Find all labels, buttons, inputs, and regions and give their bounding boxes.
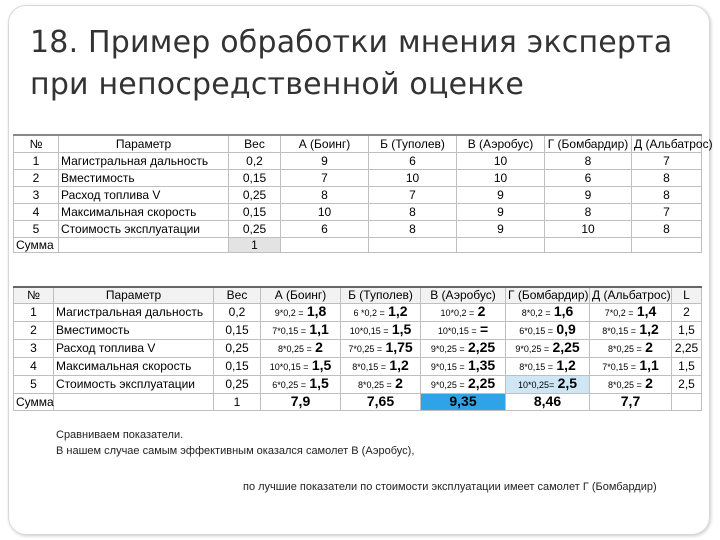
scores-sum-row xyxy=(14,238,702,253)
sum-boeing xyxy=(261,394,341,411)
calc-airbus xyxy=(421,304,506,322)
row-weight: 0,2 xyxy=(214,304,261,322)
scores-row xyxy=(14,187,702,204)
score-boeing: 6 xyxy=(281,221,369,238)
score-tupolev: 7 xyxy=(369,187,457,204)
calc-expression: 8*0,15 = xyxy=(519,362,553,372)
score-airbus: 10 xyxy=(457,153,545,170)
weighted-row xyxy=(14,376,702,394)
calc-boeing xyxy=(261,322,341,340)
calc-expression: 8*0,15 = xyxy=(602,326,636,336)
sum-label: Сумма xyxy=(14,394,54,411)
calc-tupolev xyxy=(341,340,421,358)
sum-blank xyxy=(632,238,702,253)
sum-value: 9,35 xyxy=(449,393,477,409)
calc-result: 0,9 xyxy=(556,321,576,337)
sum-airbus xyxy=(421,394,506,411)
calc-result: 2 xyxy=(395,375,403,391)
row-l: 2,5 xyxy=(672,376,702,394)
calc-tupolev xyxy=(341,322,421,340)
calc-result: 2,25 xyxy=(467,375,496,391)
header-albatros: Д (Альбатрос) xyxy=(590,287,672,304)
calc-expression: 8*0,25 = xyxy=(608,344,642,354)
calc-expression: 10*0,25= xyxy=(517,380,555,390)
title-line-2: при непосредственной оценке xyxy=(30,67,525,102)
calc-expression: 7*0,15 = xyxy=(272,326,306,336)
calc-result: 1,6 xyxy=(553,303,574,319)
weighted-row xyxy=(14,358,702,376)
header-tupolev: Б (Туполев) xyxy=(369,135,457,153)
sum-weight: 1 xyxy=(214,394,261,411)
score-airbus: 9 xyxy=(457,221,545,238)
scores-row xyxy=(14,170,702,187)
calc-airbus xyxy=(421,322,506,340)
calc-result: 2,5 xyxy=(557,375,578,391)
row-weight: 0,25 xyxy=(214,376,261,394)
score-albatros: 7 xyxy=(632,153,702,170)
calc-result: 2 xyxy=(477,303,486,319)
calc-airbus xyxy=(421,340,506,358)
score-tupolev: 8 xyxy=(369,204,457,221)
row-weight: 0,15 xyxy=(229,170,281,187)
row-weight: 0,15 xyxy=(214,322,261,340)
sum-bombardier xyxy=(506,394,590,411)
row-weight: 0,15 xyxy=(214,358,261,376)
calc-result: 2 xyxy=(315,339,323,355)
calc-result: 2,25 xyxy=(552,339,580,355)
calc-result: 1,5 xyxy=(309,375,329,391)
row-weight: 0,25 xyxy=(214,340,261,358)
row-parameter: Расход топлива V xyxy=(54,340,214,358)
calc-expression: 8*0,15 = xyxy=(352,362,386,372)
calc-expression: 8*0,25 = xyxy=(278,344,312,354)
weighted-row xyxy=(14,304,702,322)
sum-value: 8,46 xyxy=(533,393,562,409)
sum-blank xyxy=(54,394,214,411)
header-boeing: А (Боинг) xyxy=(261,287,341,304)
calc-expression: 6 *0,2 = xyxy=(353,308,385,318)
score-airbus: 9 xyxy=(457,204,545,221)
calc-expression: 9*0,15 = xyxy=(430,362,465,372)
calc-bombardier xyxy=(506,358,590,376)
calc-result: 1,2 xyxy=(639,321,659,337)
row-parameter: Стоимость эксплуатации xyxy=(59,221,229,238)
calc-result: 2 xyxy=(645,339,653,355)
weighted-header-row xyxy=(14,287,702,304)
calc-albatros xyxy=(590,304,672,322)
note-best: В нашем случае самым эффективным оказался самолет В (Аэробус), xyxy=(56,445,415,457)
row-weight: 0,2 xyxy=(229,153,281,170)
row-parameter: Вместимость xyxy=(54,322,214,340)
calc-expression: 6*0,15 = xyxy=(519,326,553,336)
calc-result: 1,1 xyxy=(309,321,329,337)
header-weight: Вес xyxy=(229,135,281,153)
row-parameter: Максимальная скорость xyxy=(54,358,214,376)
calc-tupolev xyxy=(341,304,421,322)
note-compare: Сравниваем показатели. xyxy=(56,429,184,441)
row-parameter: Стоимость эксплуатации xyxy=(54,376,214,394)
sum-blank xyxy=(672,394,702,411)
row-number: 2 xyxy=(14,322,54,340)
row-parameter: Вместимость xyxy=(59,170,229,187)
header-boeing: А (Боинг) xyxy=(281,135,369,153)
row-weight: 0,25 xyxy=(229,221,281,238)
score-airbus: 10 xyxy=(457,170,545,187)
sum-blank xyxy=(369,238,457,253)
row-l: 1,5 xyxy=(672,322,702,340)
calc-expression: 7*0,15 = xyxy=(602,362,636,372)
header-tupolev: Б (Туполев) xyxy=(341,287,421,304)
calc-result: = xyxy=(479,321,489,337)
row-parameter: Максимальная скорость xyxy=(59,204,229,221)
row-weight: 0,15 xyxy=(229,204,281,221)
score-bombardier: 8 xyxy=(545,153,632,170)
calc-expression: 7*0,2 = xyxy=(604,308,634,318)
score-albatros: 8 xyxy=(632,170,702,187)
calc-tupolev xyxy=(341,376,421,394)
calc-boeing xyxy=(261,304,341,322)
sum-tupolev xyxy=(341,394,421,411)
calc-expression: 9*0,25 = xyxy=(430,380,465,390)
header-bombardier: Г (Бомбардир) xyxy=(506,287,590,304)
header-parameter: Параметр xyxy=(59,135,229,153)
row-number: 2 xyxy=(14,170,59,187)
row-number: 5 xyxy=(14,376,54,394)
sum-blank xyxy=(545,238,632,253)
calc-result: 2,25 xyxy=(467,339,496,355)
header-airbus: В (Аэробус) xyxy=(457,135,545,153)
sum-value: 7,7 xyxy=(620,393,641,409)
scores-row xyxy=(14,153,702,170)
row-number: 3 xyxy=(14,187,59,204)
row-l: 2,25 xyxy=(672,340,702,358)
calc-result: 1,4 xyxy=(636,303,657,319)
calc-expression: 10*0,15 = xyxy=(269,362,309,372)
scores-row xyxy=(14,221,702,238)
weighted-sum-row xyxy=(14,394,702,411)
calc-expression: 6*0,25 = xyxy=(272,380,306,390)
sum-albatros xyxy=(590,394,672,411)
score-bombardier: 8 xyxy=(545,204,632,221)
score-albatros: 8 xyxy=(632,221,702,238)
row-parameter: Магистральная дальность xyxy=(54,304,214,322)
row-l: 2 xyxy=(672,304,702,322)
calc-result: 1,2 xyxy=(388,303,408,319)
row-number: 3 xyxy=(14,340,54,358)
score-bombardier: 10 xyxy=(545,221,632,238)
calc-expression: 8*0,25 = xyxy=(358,380,392,390)
calc-result: 1,5 xyxy=(391,321,412,337)
calc-result: 1,2 xyxy=(389,357,409,373)
calc-result: 1,2 xyxy=(556,357,576,373)
slide-title xyxy=(30,22,690,106)
calc-result: 1,75 xyxy=(385,339,413,355)
score-tupolev: 10 xyxy=(369,170,457,187)
score-boeing: 10 xyxy=(281,204,369,221)
calc-result: 1,1 xyxy=(639,357,659,373)
calc-tupolev xyxy=(341,358,421,376)
header-l: L xyxy=(672,287,702,304)
calc-result: 1,5 xyxy=(311,357,332,373)
calc-expression: 8*0,2 = xyxy=(521,308,551,318)
calc-albatros xyxy=(590,340,672,358)
score-boeing: 8 xyxy=(281,187,369,204)
score-bombardier: 6 xyxy=(545,170,632,187)
score-tupolev: 8 xyxy=(369,221,457,238)
calc-expression: 10*0,15 = xyxy=(349,326,389,336)
scores-row xyxy=(14,204,702,221)
sum-value: 7,9 xyxy=(290,393,311,409)
calc-albatros xyxy=(590,376,672,394)
row-parameter: Расход топлива V xyxy=(59,187,229,204)
sum-blank xyxy=(59,238,229,253)
row-l: 1,5 xyxy=(672,358,702,376)
calc-bombardier xyxy=(506,322,590,340)
row-number: 4 xyxy=(14,358,54,376)
calc-bombardier xyxy=(506,304,590,322)
header-airbus: В (Аэробус) xyxy=(421,287,506,304)
calc-airbus xyxy=(421,358,506,376)
calc-expression: 10*0,15 = xyxy=(437,326,477,336)
weighted-row xyxy=(14,322,702,340)
scores-table xyxy=(13,134,713,253)
sum-weight: 1 xyxy=(229,238,281,253)
sum-blank xyxy=(281,238,369,253)
calc-expression: 10*0,2 = xyxy=(440,308,475,318)
score-airbus: 9 xyxy=(457,187,545,204)
title-line-1: 18. Пример обработки мнения эксперта xyxy=(30,25,673,60)
calc-result: 1,8 xyxy=(306,303,327,319)
score-bombardier: 9 xyxy=(545,187,632,204)
calc-result: 2 xyxy=(645,375,653,391)
row-weight: 0,25 xyxy=(229,187,281,204)
weighted-table xyxy=(13,286,701,411)
calc-boeing xyxy=(261,376,341,394)
header-albatros: Д (Альбатрос) xyxy=(632,135,702,153)
calc-airbus xyxy=(421,376,506,394)
row-number: 1 xyxy=(14,153,59,170)
calc-bombardier xyxy=(506,376,590,394)
header-number: № xyxy=(14,287,54,304)
score-tupolev: 6 xyxy=(369,153,457,170)
calc-expression: 8*0,25 = xyxy=(608,380,642,390)
calc-bombardier xyxy=(506,340,590,358)
row-number: 1 xyxy=(14,304,54,322)
row-number: 5 xyxy=(14,221,59,238)
sum-label: Сумма xyxy=(14,238,59,253)
weighted-row xyxy=(14,340,702,358)
score-albatros: 8 xyxy=(632,187,702,204)
sum-blank xyxy=(457,238,545,253)
calc-expression: 9*0,25 = xyxy=(430,344,465,354)
score-boeing: 9 xyxy=(281,153,369,170)
header-parameter: Параметр xyxy=(54,287,214,304)
calc-expression: 7*0,25 = xyxy=(348,344,383,354)
calc-boeing xyxy=(261,340,341,358)
header-number: № xyxy=(14,135,59,153)
header-weight: Вес xyxy=(214,287,261,304)
score-boeing: 7 xyxy=(281,170,369,187)
calc-albatros xyxy=(590,358,672,376)
calc-albatros xyxy=(590,322,672,340)
row-number: 4 xyxy=(14,204,59,221)
scores-header-row xyxy=(14,135,702,153)
header-bombardier: Г (Бомбардир) xyxy=(545,135,632,153)
calc-boeing xyxy=(261,358,341,376)
calc-expression: 9*0,2 = xyxy=(274,308,304,318)
row-parameter: Магистральная дальность xyxy=(59,153,229,170)
note-cost: по лучшие показатели по стоимости эксплуатации имеет самолет Г (Бомбардир) xyxy=(243,481,657,493)
calc-expression: 9*0,25 = xyxy=(515,344,550,354)
sum-value: 7,65 xyxy=(366,393,395,409)
calc-result: 1,35 xyxy=(467,357,496,373)
score-albatros: 7 xyxy=(632,204,702,221)
